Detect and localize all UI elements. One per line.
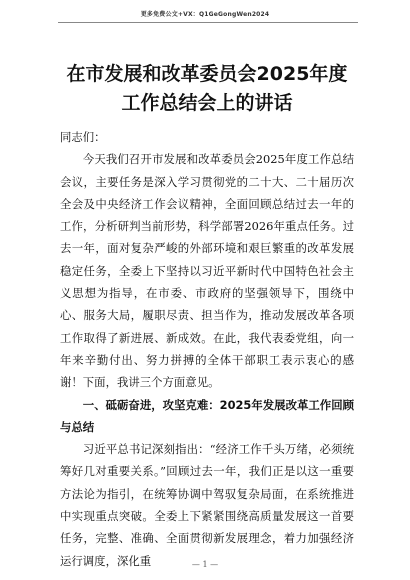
document-body	[60, 126, 354, 572]
paragraph-review: 习近平总书记深刻指出：“经济工作千头万绪，必须统筹好几对重要关系。”回顾过去一年，我们正是以这一重要方法论为指引，在统筹协调中驾驭复杂局面，在系统推进中实现重点突破。全委上下紧紧围绕高质量发展这一首要任务，完整、准确、全面贯彻新发展理念，着力加强经济运行调度，深化重	[60, 442, 354, 568]
section-heading: 一、砥砺奋进，攻坚克难：2025年发展改革工作回顾与总结	[60, 397, 354, 434]
greeting: 同志们：	[60, 130, 106, 144]
page-number: — 1 —	[191, 560, 219, 569]
header-divider	[58, 22, 358, 23]
paragraph-opening: 今天我们召开市发展和改革委员会2025年度工作总结会议，主要任务是深入学习贯彻党的二十大、二十届历次全会及中央经济工作会议精神，全面回顾总结过去一年的工作，分析研判当前形势，科学部署2026年重点任务。过去一年，面对复杂严峻的外部环境和艰巨繁重的改革发展稳定任务，全委上下坚持以习近平新时代中国特色社会主义思想为指导，在市委、市政府的坚强领导下，围绕中心、服务大局，履职尽责、担当作为，推动发展改革各项工作取得了新进展、新成效。在此，我代表委党组，向一年来辛勤付出、努力拼搏的全体干部职工表示衷心的感谢！下面，我讲三个方面意见。	[60, 152, 354, 390]
header-promo-note: 更多免费公文+VX：Q1GeGongWen2024	[140, 11, 270, 18]
document-title: 在市发展和改革委员会2025年度工作总结会上的讲话	[66, 63, 348, 114]
